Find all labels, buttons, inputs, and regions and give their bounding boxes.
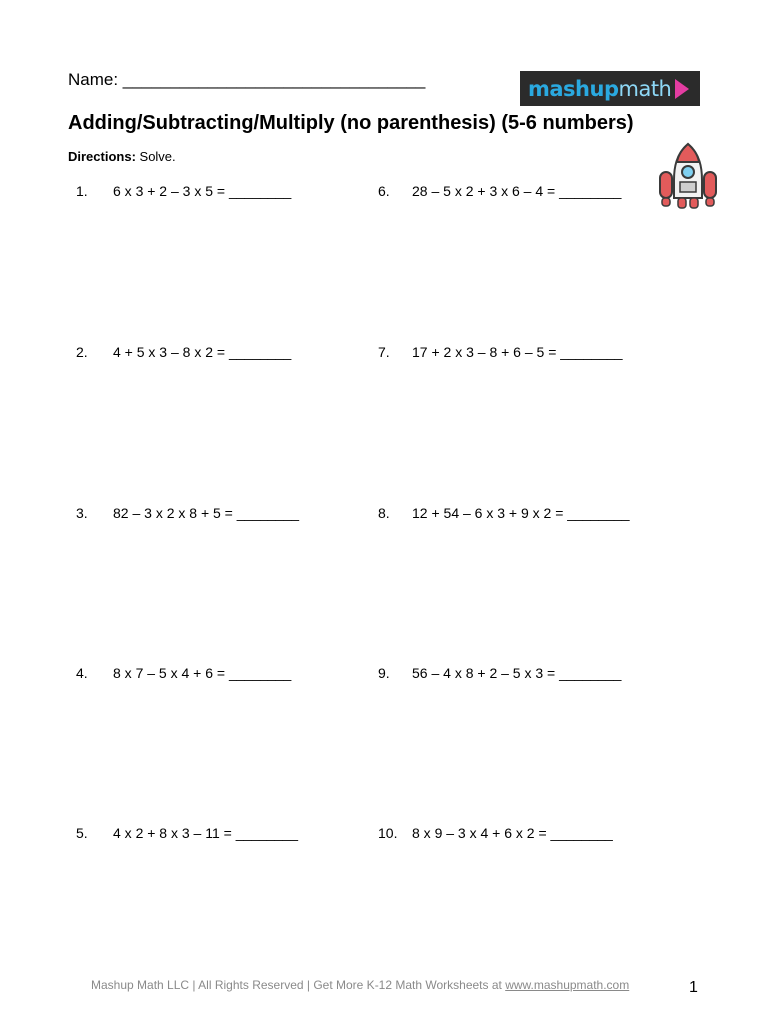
problem-9 bbox=[378, 665, 621, 681]
directions-label: Directions: bbox=[68, 149, 136, 164]
problem-number: 3. bbox=[76, 505, 88, 521]
problem-8 bbox=[378, 505, 630, 521]
logo-wordmark: mashupmath bbox=[528, 76, 672, 101]
play-triangle-icon bbox=[675, 79, 689, 99]
problem-number: 10. bbox=[378, 825, 398, 841]
problem-expression: 8 x 7 – 5 x 4 + 6 = ________ bbox=[113, 665, 292, 681]
name-field-label: Name: ________________________________ bbox=[68, 70, 426, 89]
problem-number: 6. bbox=[378, 183, 390, 199]
problem-3 bbox=[76, 505, 299, 521]
page-number: 1 bbox=[689, 979, 698, 996]
directions bbox=[68, 149, 176, 164]
mashupmath-logo bbox=[520, 71, 700, 106]
footer-link[interactable]: www.mashupmath.com bbox=[505, 978, 630, 992]
problem-5 bbox=[76, 825, 298, 841]
footer-text: Mashup Math LLC | All Rights Reserved | Get More K-12 Math Worksheets at bbox=[91, 978, 506, 992]
problem-7 bbox=[378, 344, 623, 360]
problem-expression: 28 – 5 x 2 + 3 x 6 – 4 = ________ bbox=[412, 183, 622, 199]
problem-number: 2. bbox=[76, 344, 88, 360]
footer-credit bbox=[91, 978, 629, 992]
problem-number: 5. bbox=[76, 825, 88, 841]
problem-number: 4. bbox=[76, 665, 88, 681]
problem-expression: 6 x 3 + 2 – 3 x 5 = ________ bbox=[113, 183, 292, 199]
problem-number: 8. bbox=[378, 505, 390, 521]
problem-expression: 82 – 3 x 2 x 8 + 5 = ________ bbox=[113, 505, 300, 521]
problem-number: 7. bbox=[378, 344, 390, 360]
problem-expression: 4 + 5 x 3 – 8 x 2 = ________ bbox=[113, 344, 292, 360]
problem-expression: 56 – 4 x 8 + 2 – 5 x 3 = ________ bbox=[412, 665, 622, 681]
worksheet-title: Adding/Subtracting/Multiply (no parenthesis) (5-6 numbers) bbox=[68, 112, 634, 134]
problem-10 bbox=[378, 825, 613, 841]
problem-expression: 4 x 2 + 8 x 3 – 11 = ________ bbox=[113, 825, 299, 841]
problem-1 bbox=[76, 183, 291, 199]
problem-4 bbox=[76, 665, 291, 681]
problem-expression: 8 x 9 – 3 x 4 + 6 x 2 = ________ bbox=[412, 825, 613, 841]
rocket-icon bbox=[656, 140, 720, 212]
problem-expression: 12 + 54 – 6 x 3 + 9 x 2 = ________ bbox=[412, 505, 630, 521]
problem-6 bbox=[378, 183, 621, 199]
problem-2 bbox=[76, 344, 291, 360]
directions-text: Solve. bbox=[135, 149, 176, 164]
problem-number: 1. bbox=[76, 183, 88, 199]
problem-number: 9. bbox=[378, 665, 390, 681]
problem-expression: 17 + 2 x 3 – 8 + 6 – 5 = ________ bbox=[412, 344, 623, 360]
